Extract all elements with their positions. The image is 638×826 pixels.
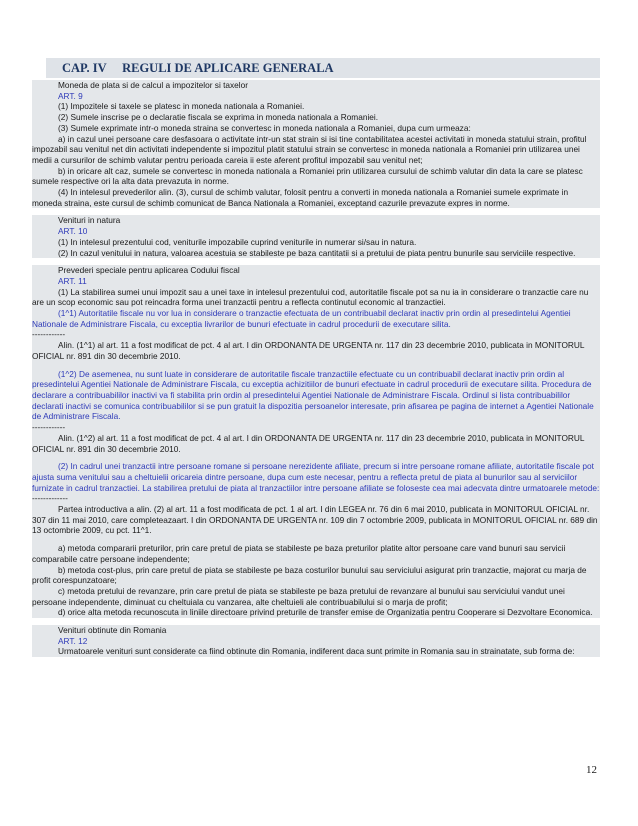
separator-line: ------------- [32,493,68,504]
paragraph: Urmatoarele venituri sunt considerate ca fiind obtinute din Romania, indiferent daca sunt primite in Romania sau in strainatate, sub forma de: [58,646,575,657]
paragraph: (1) La stabilirea sumei unui impozit sau a unei taxe in intelesul prezentului cod, autoritatile fiscale pot sa nu ia in considerare o tranzactie care nu are un scop economic sau pot reincadra forma unei tranzactii pentru a reflecta continutul economic al tranzactiei. [32,286,589,308]
section-art-9 [32,80,600,208]
paragraph: (2) In cazul venitului in natura, valoarea acestuia se stabileste pe baza cantitatii si a pretului de piata pentru bunurile sau serviciile respective. [58,247,576,258]
section-title: Prevederi speciale pentru aplicarea Codului fiscal [58,265,240,276]
paragraph: a) in cazul unei persoane care desfasoara o activitate intr-un stat strain si isi tine contabilitatea acestei activitati in moneda statului strain, profitul impozabil sau venitul net din activitati independente si impozitul platit statului strain se convertesc in moneda nationala a Romaniei prin utilizarea unei medii a cursurilor de schimb valutar pentru perioada careia ii este aferent profitul impozabil sau venitul net; [32,133,587,165]
section-title: Venituri in natura [58,215,121,226]
list-item: a) metoda compararii preturilor, prin care pretul de piata se stabileste pe baza preturilor platite altor persoane care vand bunuri sau servicii comparabile catre persoane independente; [32,543,566,564]
amended-paragraph: (1^1) Autoritatile fiscale nu vor lua in considerare o tranzactie efectuata de un contribuabil declarat inactiv prin ordin al presedintelui Agentiei Nationale de Administrare Fiscala, cu exceptia livrarilor de bunuri efectuate in cadrul procedurii de executare silita. [32,308,571,329]
page-number: 12 [586,764,597,776]
list-item: b) metoda cost-plus, prin care pretul de piata se stabileste pe baza costurilor bunului sau serviciului asigurat prin tranzactie, majorat cu marja de profit corespunzatoare; [32,564,587,586]
amendment-note: Partea introductiva a alin. (2) al art. 11 a fost modificata de pct. 1 al art. I din LEGEA nr. 76 din 6 mai 2010, publicata in MONITORUL OFICIAL nr. 307 din 11 mai 2010, care completeazaart. I din ORDONANTA DE URGENTA nr. 109 din 7 octombrie 2009, publicata in MONITORUL OFICIAL nr. 689 din 13 octombrie 2009, cu pct. 11^1. [32,504,598,536]
section-title: Moneda de plata si de calcul a impozitelor si taxelor [58,80,249,90]
section-art-12 [32,625,600,657]
section-art-10 [32,215,600,258]
separator-line: ------------ [32,329,66,340]
amendment-note: Alin. (1^2) al art. 11 a fost modificat de pct. 4 al art. I din ORDONANTA DE URGENTA nr. 117 din 23 decembrie 2010, publicata in MONITORUL OFICIAL nr. 891 din 30 decembrie 2010. [32,432,585,454]
paragraph: (4) In intelesul prevederilor alin. (3), cursul de schimb valutar, folosit pentru a converti in moneda nationala a Romaniei sumele exprimate in moneda straina, este cursul de schimb comunicat de Banca Nationala a Romaniei, exceptand cazurile prevazute expres in norme. [32,187,569,208]
list-item: d) orice alta metoda recunoscuta in liniile directoare privind preturile de transfer emise de Organizatia pentru Cooperare si Dezvoltare Economica. [58,607,593,618]
amended-paragraph: (1^2) De asemenea, nu sunt luate in considerare de autoritatile fiscale tranzactiile efectuate cu un contribuabil declarat inactiv prin ordin al presedintelui Agentiei Nationale de Administrare Fiscala, cu exceptia achizitiilor de bunuri efectuate in cadrul procedurii de executare silita. Procedura de declarare a contribuabililor inactivi va fi stabilita prin ordin al presedintelui Agentiei Nationale de Administrare Fiscala. Ordinul si lista contribuabililor declarati inactivi se comunica contribuabililor si se pun gratuit la dispozitia persoanelor interesate, prin afisarea pe pagina de internet a Agentiei Nationale de Administrare Fiscala. [32,368,594,422]
paragraph: (1) Impozitele si taxele se platesc in moneda nationala a Romaniei. [58,101,305,112]
document-body [32,80,600,657]
section-title: Venituri obtinute din Romania [58,625,167,636]
paragraph: (3) Sumele exprimate intr-o moneda straina se convertesc in moneda nationala a Romaniei, dupa cum urmeaza: [58,122,471,133]
amendment-note: Alin. (1^1) al art. 11 a fost modificat de pct. 4 al art. I din ORDONANTA DE URGENTA nr. 117 din 23 decembrie 2010, publicata in MONITORUL OFICIAL nr. 891 din 30 decembrie 2010. [32,340,585,361]
paragraph: (1) In intelesul prezentului cod, veniturile impozabile cuprind veniturile in numerar si/sau in natura. [58,236,417,247]
article-number: ART. 10 [58,226,88,237]
article-number: ART. 11 [58,275,87,286]
article-number: ART. 12 [58,635,88,646]
article-number: ART. 9 [58,90,83,101]
paragraph: (2) Sumele inscrise pe o declaratie fiscala se exprima in moneda nationala a Romaniei. [58,112,379,123]
separator-line: ------------ [32,422,66,433]
paragraph: b) in oricare alt caz, sumele se convertesc in moneda nationala a Romaniei prin utilizarea cursului de schimb valutar din data la care se platesc sumele respective ori la alta data prevazuta in norme. [32,165,583,187]
list-item: c) metoda pretului de revanzare, prin care pretul de piata se stabileste pe baza pretului de revanzare al bunului sau serviciului vandut unei persoane independente, diminuat cu cheltuiala cu vanzarea, alte cheltuieli ale contribuabilului si o marja de profit; [32,585,565,607]
amended-paragraph: (2) In cadrul unei tranzactii intre persoane romane si persoane nerezidente afiliate, precum si intre persoane romane afiliate, autoritatile fiscale pot ajusta suma venitului sau a cheltuielii oricareia dintre persoane, dupa cum este necesar, pentru a reflecta pretul de piata al bunurilor sau al serviciilor furnizate in cadrul tranzactiei. La stabilirea pretului de piata al tranzactiilor intre persoane afiliate se foloseste cea mai adecvata dintre urmatoarele metode: [32,461,600,493]
section-art-11 [32,265,600,618]
chapter-heading: CAP. IV REGULI DE APLICARE GENERALA [46,58,600,78]
